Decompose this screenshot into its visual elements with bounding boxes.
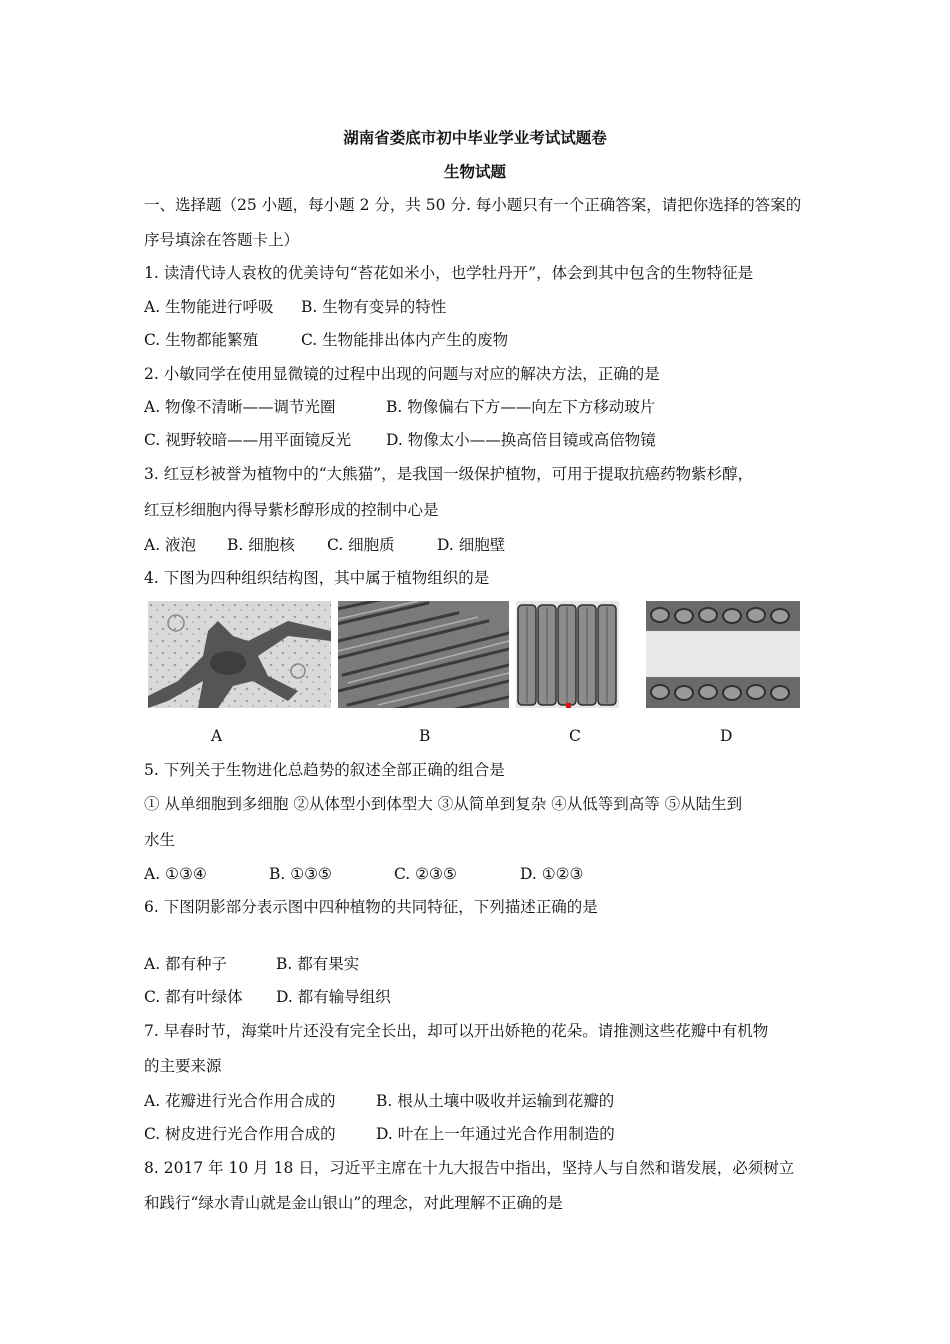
caption-c: C bbox=[569, 727, 581, 745]
q6-option-d: D. 都有输导组织 bbox=[276, 988, 391, 1006]
q3-stem: 3. 红豆杉被誉为植物中的“大熊猫”，是我国一级保护植物，可用于提取抗癌药物紫杉醇， bbox=[144, 465, 754, 483]
q5-stem: 5. 下列关于生物进化总趋势的叙述全部正确的组合是 bbox=[144, 761, 505, 779]
q7-option-a: A. 花瓣进行光合作用合成的 bbox=[144, 1092, 336, 1110]
q7-stem: 7. 早春时节，海棠叶片还没有完全长出，却可以开出娇艳的花朵。请推测这些花瓣中有机物 bbox=[144, 1022, 769, 1040]
q3-option-b: B. 细胞核 bbox=[227, 536, 295, 554]
section-heading-cont: 序号填涂在答题卡上） bbox=[144, 231, 300, 249]
q4-stem: 4. 下图为四种组织结构图，其中属于植物组织的是 bbox=[144, 569, 490, 587]
q7-option-d: D. 叶在上一年通过光合作用制造的 bbox=[376, 1125, 615, 1143]
page-subtitle: 生物试题 bbox=[443, 162, 506, 181]
q6-option-c: C. 都有叶绿体 bbox=[144, 988, 243, 1006]
caption-a: A bbox=[211, 727, 223, 745]
q1-stem: 1. 读清代诗人袁枚的优美诗句“苔花如米小，也学牡丹开”，体会到其中包含的生物特征是 bbox=[144, 264, 754, 282]
q2-option-a: A. 物像不清晰——调节光圈 bbox=[144, 398, 336, 416]
q1-option-d: C. 生物能排出体内产生的废物 bbox=[301, 331, 509, 349]
tissue-image-a bbox=[148, 601, 331, 708]
q3-option-a: A. 液泡 bbox=[144, 536, 197, 554]
q5-option-b: B. ①③⑤ bbox=[269, 865, 332, 883]
q1-option-c: C. 生物都能繁殖 bbox=[144, 331, 259, 349]
q5-option-d: D. ①②③ bbox=[520, 865, 584, 883]
caption-d: D bbox=[720, 727, 733, 745]
q2-option-c: C. 视野较暗——用平面镜反光 bbox=[144, 431, 352, 449]
tissue-image-c bbox=[516, 601, 619, 708]
tissue-image-b bbox=[338, 601, 509, 708]
q5-stem-cont: ① 从单细胞到多细胞 ②从体型小到体型大 ③从简单到复杂 ④从低等到高等 ⑤从陆生到 bbox=[144, 795, 743, 813]
q8-stem-cont: 和践行“绿水青山就是金山银山”的理念，对此理解不正确的是 bbox=[144, 1194, 563, 1212]
q1-option-b: B. 生物有变异的特性 bbox=[301, 298, 447, 316]
q8-stem: 8. 2017 年 10 月 18 日，习近平主席在十九大报告中指出，坚持人与自然和谐发展，必须树立 bbox=[144, 1159, 795, 1177]
section-heading: 一、选择题（25 小题，每小题 2 分，共 50 分. 每小题只有一个正确答案，请把你选择的答案的 bbox=[144, 196, 802, 214]
q3-option-c: C. 细胞质 bbox=[327, 536, 395, 554]
q2-option-b: B. 物像偏右下方——向左下方移动玻片 bbox=[386, 398, 656, 416]
q1-option-a: A. 生物能进行呼吸 bbox=[144, 298, 274, 316]
q3-stem-cont: 红豆杉细胞内得导紫杉醇形成的控制中心是 bbox=[144, 501, 439, 519]
q5-option-a: A. ①③④ bbox=[144, 865, 207, 883]
q5-stem-cont2: 水生 bbox=[144, 831, 176, 849]
q7-option-c: C. 树皮进行光合作用合成的 bbox=[144, 1125, 336, 1143]
q6-stem: 6. 下图阴影部分表示图中四种植物的共同特征，下列描述正确的是 bbox=[144, 898, 598, 916]
q5-option-c: C. ②③⑤ bbox=[394, 865, 457, 883]
q2-stem: 2. 小敏同学在使用显微镜的过程中出现的问题与对应的解决方法，正确的是 bbox=[144, 365, 660, 383]
q7-stem-cont: 的主要来源 bbox=[144, 1057, 222, 1075]
q2-option-d: D. 物像太小——换高倍目镜或高倍物镜 bbox=[386, 431, 656, 449]
q6-option-a: A. 都有种子 bbox=[144, 955, 228, 973]
q7-option-b: B. 根从土壤中吸收并运输到花瓣的 bbox=[376, 1092, 615, 1110]
q6-option-b: B. 都有果实 bbox=[276, 955, 360, 973]
tissue-image-d bbox=[646, 601, 800, 708]
caption-b: B bbox=[419, 727, 431, 745]
page-title: 湖南省娄底市初中毕业学业考试试题卷 bbox=[343, 128, 607, 147]
q3-option-d: D. 细胞壁 bbox=[437, 536, 506, 554]
